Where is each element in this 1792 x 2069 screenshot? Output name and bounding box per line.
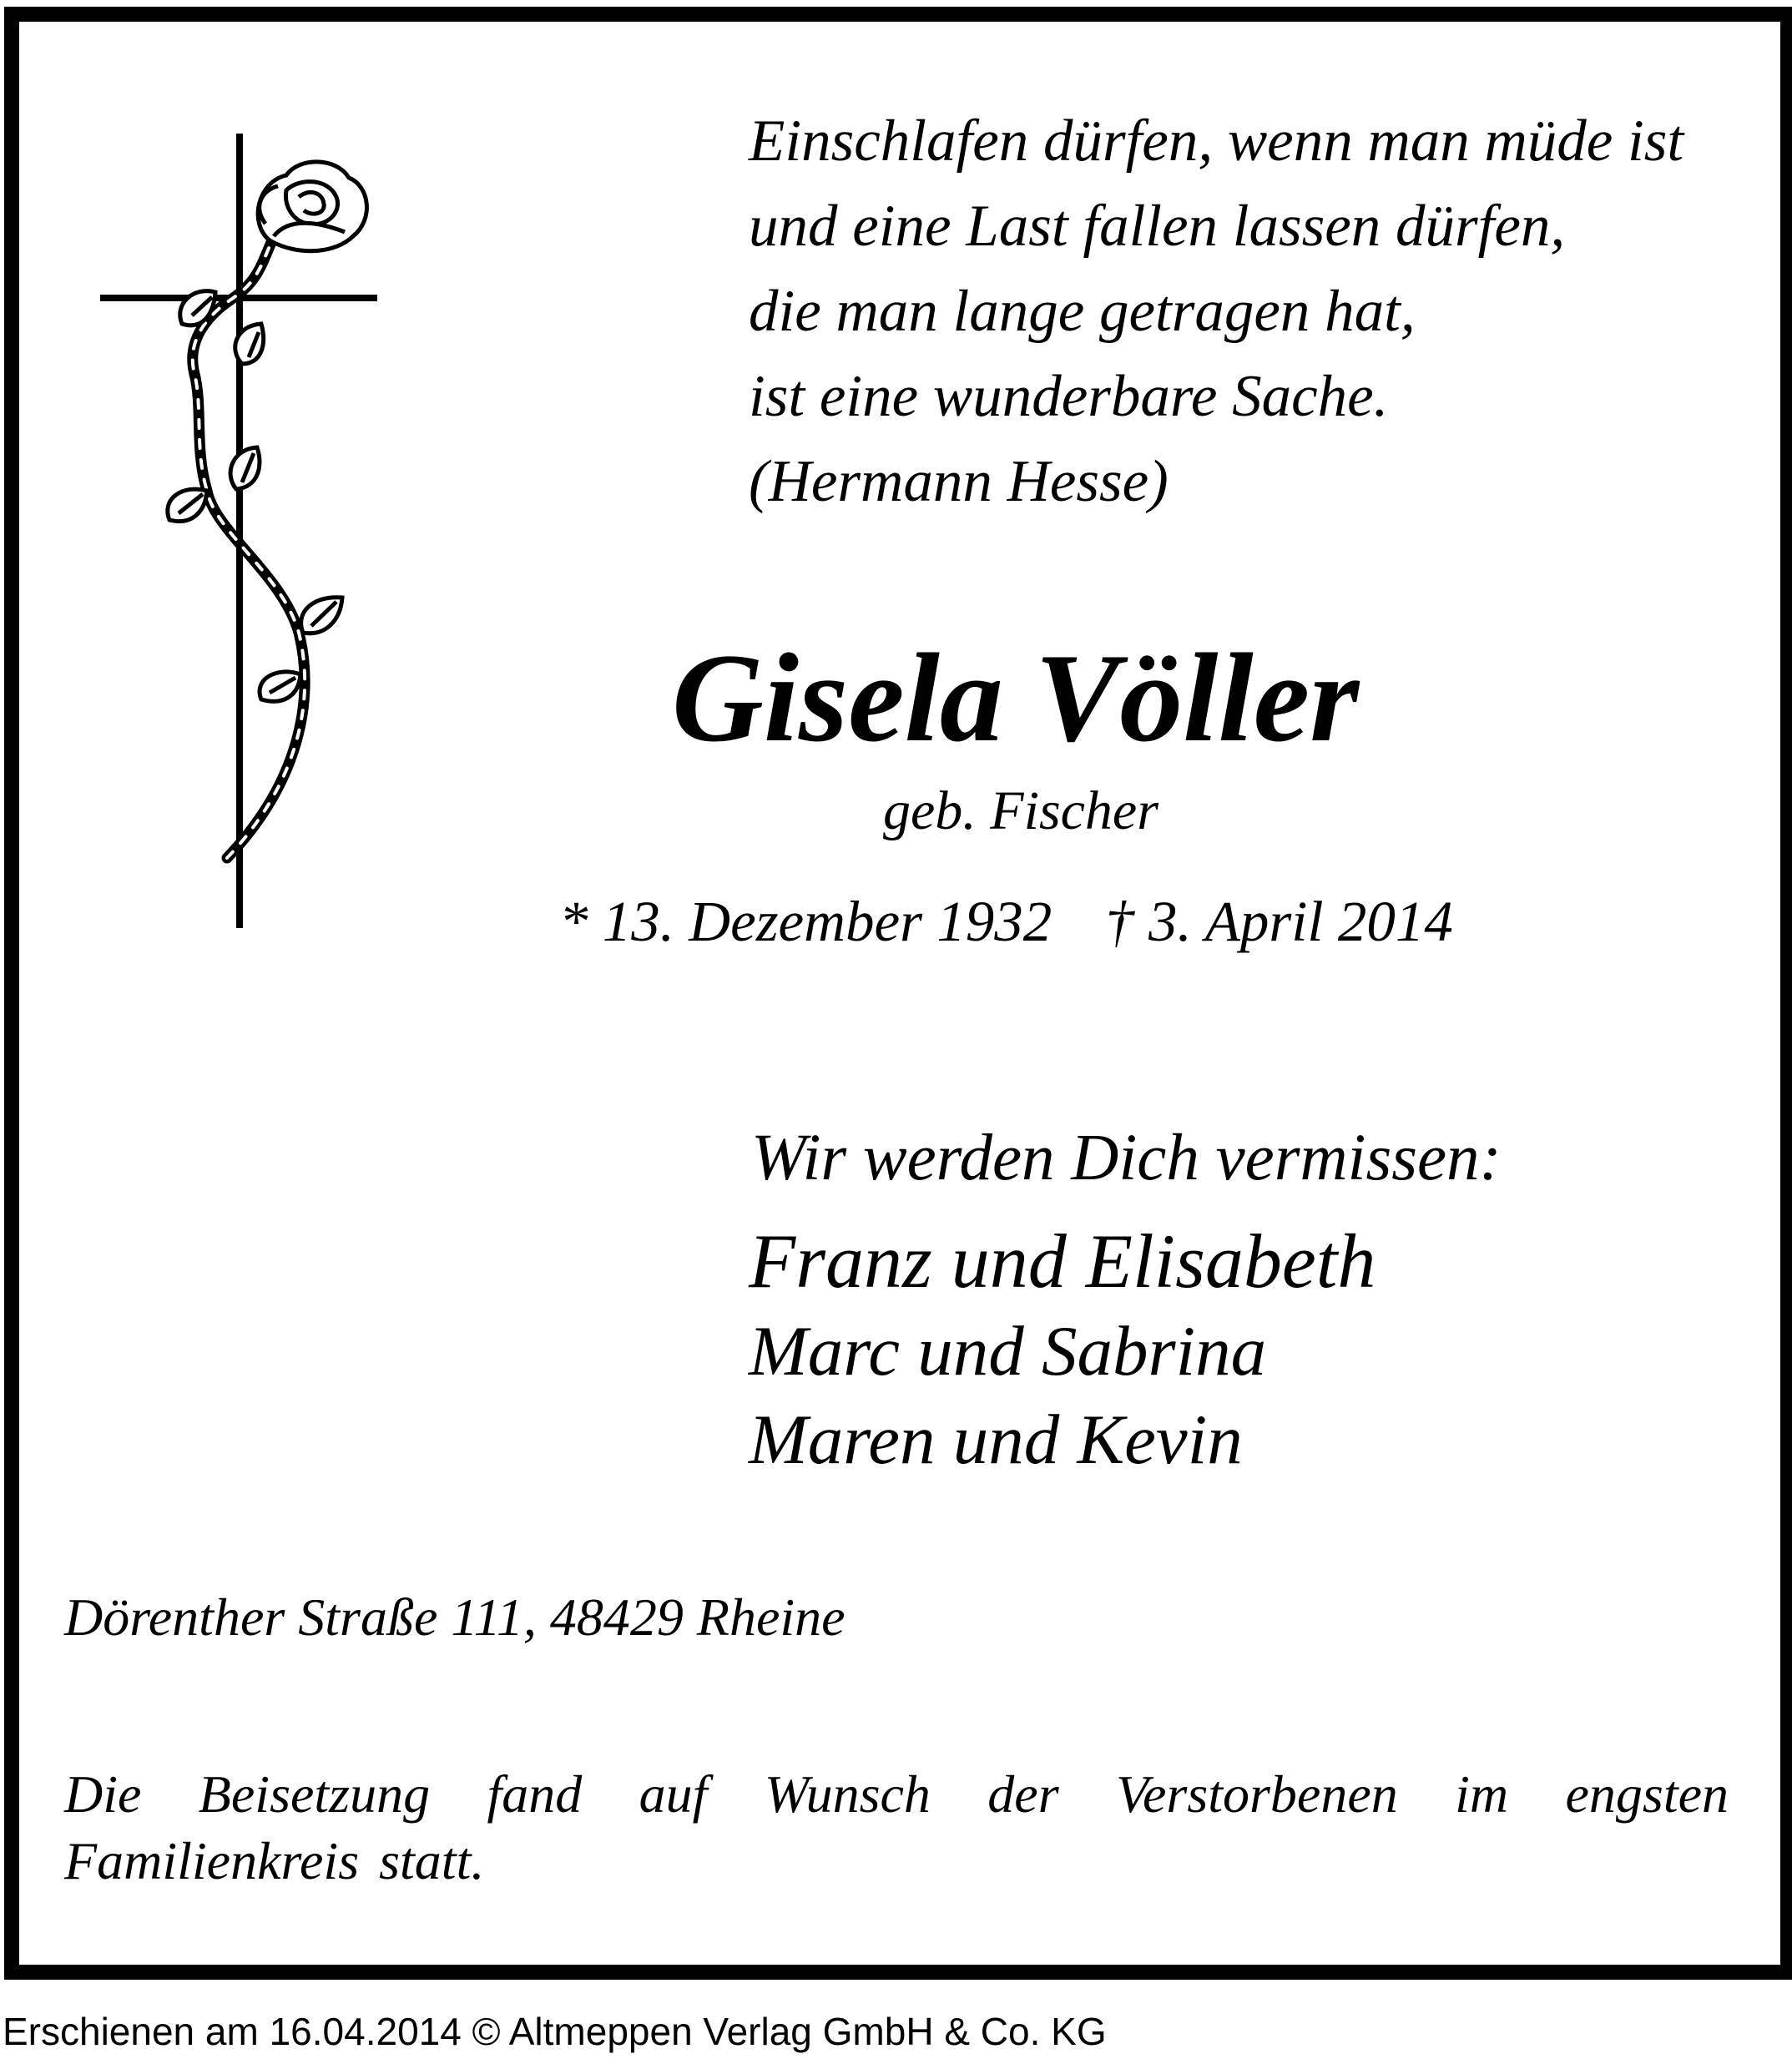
- quote-line: und eine Last fallen lassen dürfen,: [749, 194, 1566, 259]
- mourners-intro: Wir werden Dich vermissen:: [751, 1122, 1502, 1194]
- cross-with-rose-icon: [48, 98, 416, 976]
- quote-line: Einschlafen dürfen, wenn man müde ist: [749, 108, 1684, 174]
- maiden-name: geb. Fischer: [883, 780, 1158, 841]
- mourner-name: Maren und Kevin: [749, 1400, 1243, 1479]
- death-date: † 3. April 2014: [1105, 890, 1453, 953]
- quote: [749, 98, 1683, 524]
- mourner-name: Franz und Elisabeth: [749, 1219, 1376, 1304]
- quote-author: (Hermann Hesse): [749, 449, 1169, 514]
- mourners-list: [749, 1215, 1376, 1484]
- life-dates: [559, 886, 1453, 956]
- mourner-name: Marc und Sabrina: [749, 1312, 1267, 1390]
- birth-date: * 13. Dezember 1932: [559, 890, 1052, 953]
- family-address: Dörenther Straße 111, 48429 Rheine: [64, 1587, 846, 1647]
- burial-note: Die Beisetzung fand auf Wunsch der Verstorbenen im engsten Familienkreis statt.: [64, 1764, 1729, 1890]
- quote-line: ist eine wunderbare Sache.: [749, 364, 1389, 429]
- publication-footer: Erschienen am 16.04.2014 © Altmeppen Verlag GmbH & Co. KG: [3, 2010, 1107, 2053]
- deceased-name: Gisela Völler: [672, 628, 1360, 768]
- quote-line: die man lange getragen hat,: [749, 279, 1416, 344]
